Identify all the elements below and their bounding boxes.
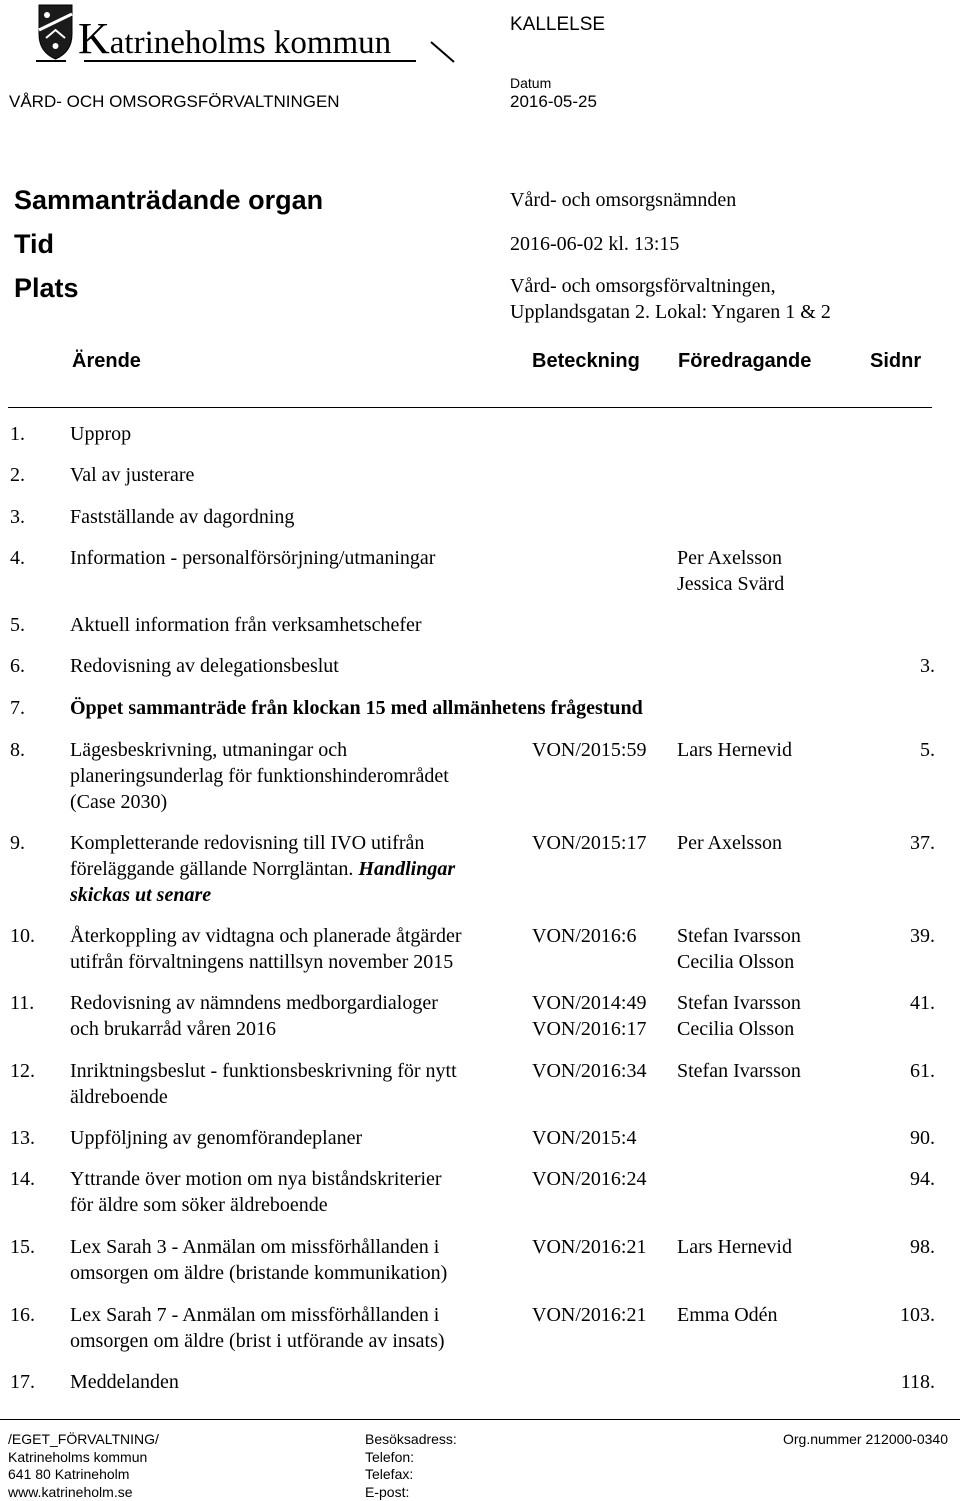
date-value: 2016-05-25 xyxy=(510,92,597,111)
logo-rest: atrineholms kommun xyxy=(109,25,392,61)
reference-line: VON/2016:6 xyxy=(532,925,637,947)
agenda-item-number: 1. xyxy=(10,423,25,445)
agenda-item-title-line xyxy=(70,612,770,638)
agenda-item-number: 8. xyxy=(10,739,25,761)
reference-line: VON/2015:4 xyxy=(532,1127,637,1149)
agenda-item-title-text: Information - personalförsörjning/utmaningar xyxy=(70,547,436,569)
footer-line: Besöksadress: xyxy=(365,1431,457,1447)
agenda-item-reference xyxy=(532,737,646,763)
agenda-item-title-line xyxy=(70,1260,520,1286)
agenda-item-title-line xyxy=(70,923,520,949)
agenda-item-title xyxy=(70,612,770,638)
agenda-item-title-text: Inriktningsbeslut - funktionsbeskrivning för nytt xyxy=(70,1060,457,1082)
agenda-item-number: 15. xyxy=(10,1236,35,1258)
agenda-item-title-line xyxy=(70,421,770,447)
agenda-item-title xyxy=(70,545,770,571)
agenda-item-number: 17. xyxy=(10,1371,35,1393)
place-value xyxy=(510,273,831,325)
presenter-line: Per Axelsson xyxy=(677,832,782,854)
agenda-item-title-text: Aktuell information från verksamhetschefer xyxy=(70,614,422,636)
agenda-item-title-text: äldreboende xyxy=(70,1086,168,1108)
agenda-item-title-line xyxy=(70,830,520,856)
presenter-line: Lars Hernevid xyxy=(677,1236,792,1258)
agenda-item-presenter xyxy=(677,737,792,763)
agenda-item-title-text: (Case 2030) xyxy=(70,791,168,813)
agenda-item-presenter xyxy=(677,990,801,1042)
agenda-item-title-line xyxy=(70,949,520,975)
agenda-item-number: 2. xyxy=(10,464,25,486)
agenda-item-title-line xyxy=(70,1058,520,1084)
agenda-item-title xyxy=(70,1234,520,1286)
agenda-item-title-text: Öppet sammanträde från klockan 15 med allmänhetens frågestund xyxy=(70,697,643,719)
presenter-line: Per Axelsson xyxy=(677,547,782,569)
logo-wordmark xyxy=(78,13,391,64)
agenda-item-title-line xyxy=(70,695,770,721)
agenda-item-title xyxy=(70,1125,520,1151)
agenda-item-title-line xyxy=(70,789,520,815)
agenda-item-presenter xyxy=(677,1058,801,1084)
column-header-page: Sidnr xyxy=(870,350,922,372)
agenda-item-note: Handlingar xyxy=(358,858,456,880)
agenda-item-title-line xyxy=(70,545,770,571)
agenda-item-title xyxy=(70,421,770,447)
agenda-item-reference xyxy=(532,1234,646,1260)
agenda-item-title-text: föreläggande gällande Norrgläntan. xyxy=(70,858,354,880)
agenda-item-page: 98. xyxy=(910,1236,935,1258)
agenda-item-title-text: planeringsunderlag för funktionshinderområdet xyxy=(70,765,449,787)
footer-divider xyxy=(0,1419,960,1420)
reference-line: VON/2015:17 xyxy=(532,832,647,854)
agenda-item-title-text: Kompletterande redovisning till IVO utifrån xyxy=(70,832,425,854)
agenda-item-title-line xyxy=(70,1369,770,1395)
place-line: Upplandsgatan 2. Lokal: Yngaren 1 & 2 xyxy=(510,301,831,323)
presenter-line: Lars Hernevid xyxy=(677,739,792,761)
agenda-item-title-line xyxy=(70,1166,520,1192)
agenda-item-title-text: Lex Sarah 3 - Anmälan om missförhållanden i xyxy=(70,1236,440,1258)
agenda-item-title xyxy=(70,504,770,530)
agenda-item-title xyxy=(70,737,520,815)
agenda-item-title-text: Redovisning av nämndens medborgardialoger xyxy=(70,992,438,1014)
agenda-item-title-text: Val av justerare xyxy=(70,464,195,486)
agenda-item-presenter xyxy=(677,830,782,856)
agenda-item-title-text: Återkoppling av vidtagna och planerade åtgärder xyxy=(70,925,462,947)
agenda-item-title-line xyxy=(70,856,520,882)
agenda-item-title-text: Uppföljning av genomförandeplaner xyxy=(70,1127,363,1149)
agenda-item-title-line xyxy=(70,1328,520,1354)
presenter-line: Stefan Ivarsson xyxy=(677,925,801,947)
time-label: Tid xyxy=(14,229,54,259)
agenda-item-number: 13. xyxy=(10,1127,35,1149)
column-header-presenter: Föredragande xyxy=(678,350,812,372)
agenda-item-page: 5. xyxy=(920,739,935,761)
agenda-item-title-text: Yttrande över motion om nya biståndskriterier xyxy=(70,1168,442,1190)
agenda-item-title-text: Meddelanden xyxy=(70,1371,179,1393)
footer-line: Telefax: xyxy=(365,1466,414,1482)
agenda-item-title-line xyxy=(70,763,520,789)
agenda-item-title-text: för äldre som söker äldreboende xyxy=(70,1194,328,1216)
presenter-line: Emma Odén xyxy=(677,1304,778,1326)
reference-line: VON/2016:34 xyxy=(532,1060,647,1082)
agenda-item-page: 41. xyxy=(910,992,935,1014)
agenda-item-number: 14. xyxy=(10,1168,35,1190)
date-label: Datum xyxy=(510,75,552,91)
agenda-item-number: 9. xyxy=(10,832,25,854)
presenter-line: Cecilia Olsson xyxy=(677,1018,795,1040)
presenter-line: Cecilia Olsson xyxy=(677,951,795,973)
department-name: VÅRD- OCH OMSORGSFÖRVALTNINGEN xyxy=(9,92,340,111)
footer-address xyxy=(8,1431,159,1501)
agenda-item-title-line xyxy=(70,653,770,679)
agenda-item-title-line xyxy=(70,1302,520,1328)
presenter-line: Stefan Ivarsson xyxy=(677,1060,801,1082)
agenda-item-number: 12. xyxy=(10,1060,35,1082)
agenda-item-title-text: Lägesbeskrivning, utmaningar och xyxy=(70,739,348,761)
footer-line: E-post: xyxy=(365,1483,410,1500)
agenda-item-page: 37. xyxy=(910,832,935,854)
agenda-item-reference xyxy=(532,1058,646,1084)
organ-label: Sammanträdande organ xyxy=(14,185,324,215)
footer-line: Telefon: xyxy=(365,1448,415,1465)
agenda-item-title-text: Upprop xyxy=(70,423,132,445)
agenda-item-title-line xyxy=(70,1234,520,1260)
agenda-item-title xyxy=(70,830,520,908)
agenda-item-page: 118. xyxy=(900,1371,935,1393)
agenda-item-number: 6. xyxy=(10,655,25,677)
agenda-item-reference xyxy=(532,830,646,856)
reference-line: VON/2016:17 xyxy=(532,1018,647,1040)
time-value: 2016-06-02 kl. 13:15 xyxy=(510,233,680,255)
agenda-item-title-text: och brukarråd våren 2016 xyxy=(70,1018,277,1040)
organ-value: Vård- och omsorgsnämnden xyxy=(510,189,737,211)
agenda-item-page: 39. xyxy=(910,925,935,947)
agenda-item-reference xyxy=(532,923,636,949)
logo-initial: K xyxy=(78,14,110,63)
reference-line: VON/2016:21 xyxy=(532,1304,647,1326)
agenda-item-presenter xyxy=(677,1302,778,1328)
agenda-item-number: 10. xyxy=(10,925,35,947)
agenda-item-title-text: omsorgen om äldre (brist i utförande av insats) xyxy=(70,1330,445,1352)
presenter-line: Jessica Svärd xyxy=(677,573,785,595)
footer-line: www.katrineholm.se xyxy=(8,1483,133,1500)
agenda-item-page: 61. xyxy=(910,1060,935,1082)
agenda-item-page: 90. xyxy=(910,1127,935,1149)
agenda-item-title-line xyxy=(70,1125,520,1151)
agenda-item-title xyxy=(70,1166,520,1218)
agenda-item-title-line xyxy=(70,1192,520,1218)
agenda-item-reference xyxy=(532,1125,636,1151)
agenda-item-title-text: omsorgen om äldre (bristande kommunikation) xyxy=(70,1262,448,1284)
agenda-item-number: 4. xyxy=(10,547,25,569)
agenda-item-title xyxy=(70,923,520,975)
agenda-item-title xyxy=(70,695,770,721)
agenda-item-title xyxy=(70,462,770,488)
agenda-item-number: 5. xyxy=(10,614,25,636)
agenda-item-page: 103. xyxy=(900,1304,935,1326)
footer-contact-labels xyxy=(365,1431,457,1501)
agenda-item-title-line xyxy=(70,1016,520,1042)
column-header-item: Ärende xyxy=(72,350,141,372)
agenda-item-title-line xyxy=(70,1084,520,1110)
footer-line: /EGET_FÖRVALTNING/ xyxy=(8,1431,159,1447)
agenda-item-page: 94. xyxy=(910,1168,935,1190)
agenda-item-presenter xyxy=(677,545,784,597)
agenda-item-title-text: Redovisning av delegationsbeslut xyxy=(70,655,339,677)
agenda-item-number: 3. xyxy=(10,506,25,528)
agenda-item-note: skickas ut senare xyxy=(70,884,212,906)
agenda-item-reference xyxy=(532,1302,646,1328)
place-label: Plats xyxy=(14,273,79,303)
agenda-item-reference xyxy=(532,990,646,1042)
agenda-item-number: 11. xyxy=(10,992,35,1014)
agenda-item-title-line xyxy=(70,504,770,530)
header-divider xyxy=(8,407,932,408)
reference-line: VON/2014:49 xyxy=(532,992,647,1014)
agenda-item-title-line xyxy=(70,462,770,488)
agenda-item-title xyxy=(70,1058,520,1110)
agenda-item-title-text: Fastställande av dagordning xyxy=(70,506,295,528)
reference-line: VON/2015:59 xyxy=(532,739,647,761)
agenda-item-title xyxy=(70,653,770,679)
reference-line: VON/2016:21 xyxy=(532,1236,647,1258)
footer-line: Katrineholms kommun xyxy=(8,1448,148,1465)
footer-org-number: Org.nummer 212000-0340 xyxy=(783,1431,948,1447)
agenda-item-title-text: utifrån förvaltningens nattillsyn november 2015 xyxy=(70,951,454,973)
agenda-item-number: 7. xyxy=(10,697,25,719)
agenda-item-presenter xyxy=(677,1234,792,1260)
footer-line: 641 80 Katrineholm xyxy=(8,1466,130,1482)
place-line: Vård- och omsorgsförvaltningen, xyxy=(510,275,776,297)
agenda-item-reference xyxy=(532,1166,646,1192)
agenda-item-title xyxy=(70,1369,770,1395)
agenda-item-title-line xyxy=(70,990,520,1016)
agenda-item-title-line xyxy=(70,737,520,763)
document-type: KALLELSE xyxy=(510,14,606,35)
presenter-line: Stefan Ivarsson xyxy=(677,992,801,1014)
agenda-item-presenter xyxy=(677,923,801,975)
agenda-item-title-text: Lex Sarah 7 - Anmälan om missförhållanden i xyxy=(70,1304,440,1326)
reference-line: VON/2016:24 xyxy=(532,1168,647,1190)
agenda-item-title xyxy=(70,1302,520,1354)
agenda-item-number: 16. xyxy=(10,1304,35,1326)
column-header-ref: Beteckning xyxy=(532,350,640,372)
agenda-item-page: 3. xyxy=(920,655,935,677)
agenda-item-title xyxy=(70,990,520,1042)
